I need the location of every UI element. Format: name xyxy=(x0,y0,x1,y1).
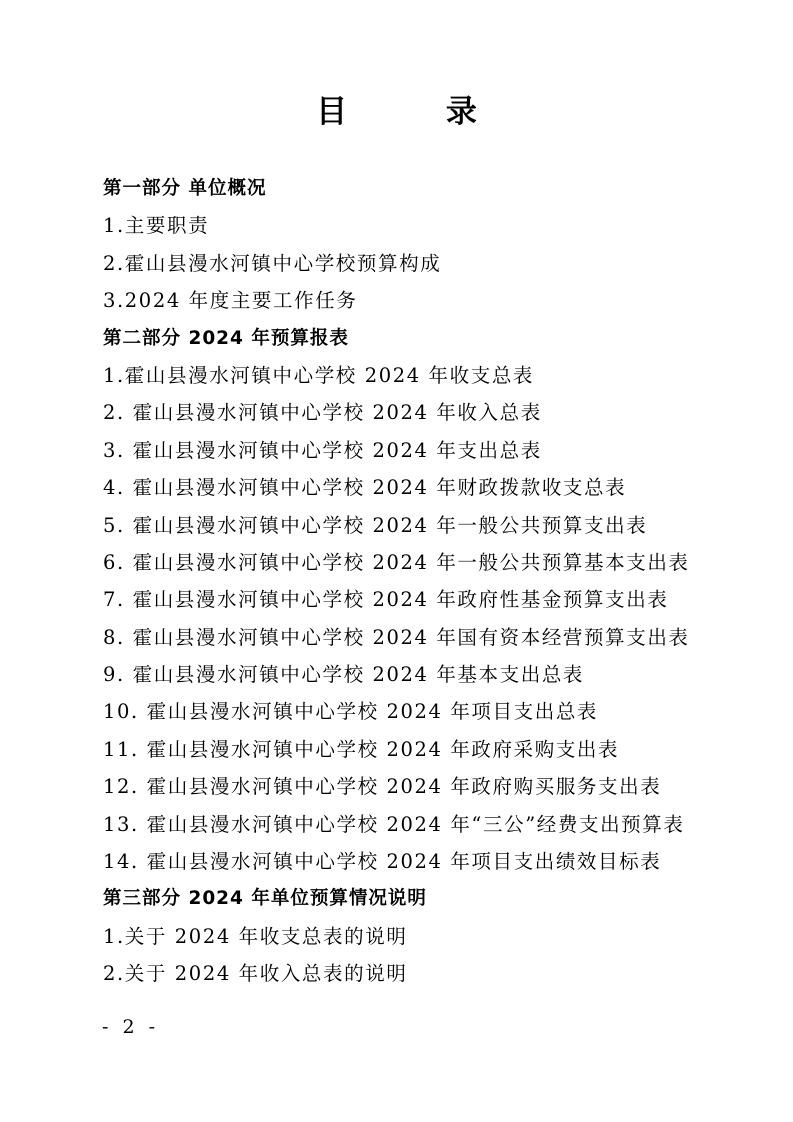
toc-entry: 6. 霍山县漫水河镇中心学校 2024 年一般公共预算基本支出表 xyxy=(103,550,690,574)
toc-entry: 9. 霍山县漫水河镇中心学校 2024 年基本支出总表 xyxy=(103,663,585,687)
page-title: 目 录 xyxy=(316,94,521,130)
toc-entry: 1.霍山县漫水河镇中心学校 2024 年收支总表 xyxy=(103,363,535,387)
toc-entry: 7. 霍山县漫水河镇中心学校 2024 年政府性基金预算支出表 xyxy=(103,588,669,612)
toc-entry: 2.关于 2024 年收入总表的说明 xyxy=(103,962,408,986)
toc-entry: 10. 霍山县漫水河镇中心学校 2024 年项目支出总表 xyxy=(103,700,599,724)
toc-entry: 3.2024 年度主要工作任务 xyxy=(103,289,358,313)
toc-entry: 5. 霍山县漫水河镇中心学校 2024 年一般公共预算支出表 xyxy=(103,513,648,537)
table-of-contents xyxy=(103,170,743,993)
toc-part-3: 第三部分 2024 年单位预算情况说明 xyxy=(103,888,427,910)
toc-entry: 13. 霍山县漫水河镇中心学校 2024 年“三公”经费支出预算表 xyxy=(103,812,685,836)
toc-entry: 2. 霍山县漫水河镇中心学校 2024 年收入总表 xyxy=(103,401,542,425)
toc-entry: 8. 霍山县漫水河镇中心学校 2024 年国有资本经营预算支出表 xyxy=(103,625,690,649)
toc-entry: 1.关于 2024 年收支总表的说明 xyxy=(103,924,408,948)
toc-entry: 12. 霍山县漫水河镇中心学校 2024 年政府购买服务支出表 xyxy=(103,775,662,799)
toc-entry: 11. 霍山县漫水河镇中心学校 2024 年政府采购支出表 xyxy=(103,737,620,761)
page-number: - 2 - xyxy=(102,1016,160,1038)
toc-entry: 14. 霍山县漫水河镇中心学校 2024 年项目支出绩效目标表 xyxy=(103,850,662,874)
toc-entry: 1.主要职责 xyxy=(103,214,210,238)
toc-entry: 3. 霍山县漫水河镇中心学校 2024 年支出总表 xyxy=(103,438,542,462)
toc-part-1: 第一部分 单位概况 xyxy=(103,178,267,199)
toc-part-2: 第二部分 2024 年预算报表 xyxy=(103,327,349,349)
toc-entry: 4. 霍山县漫水河镇中心学校 2024 年财政拨款收支总表 xyxy=(103,476,627,500)
toc-entry: 2.霍山县漫水河镇中心学校预算构成 xyxy=(103,251,442,275)
